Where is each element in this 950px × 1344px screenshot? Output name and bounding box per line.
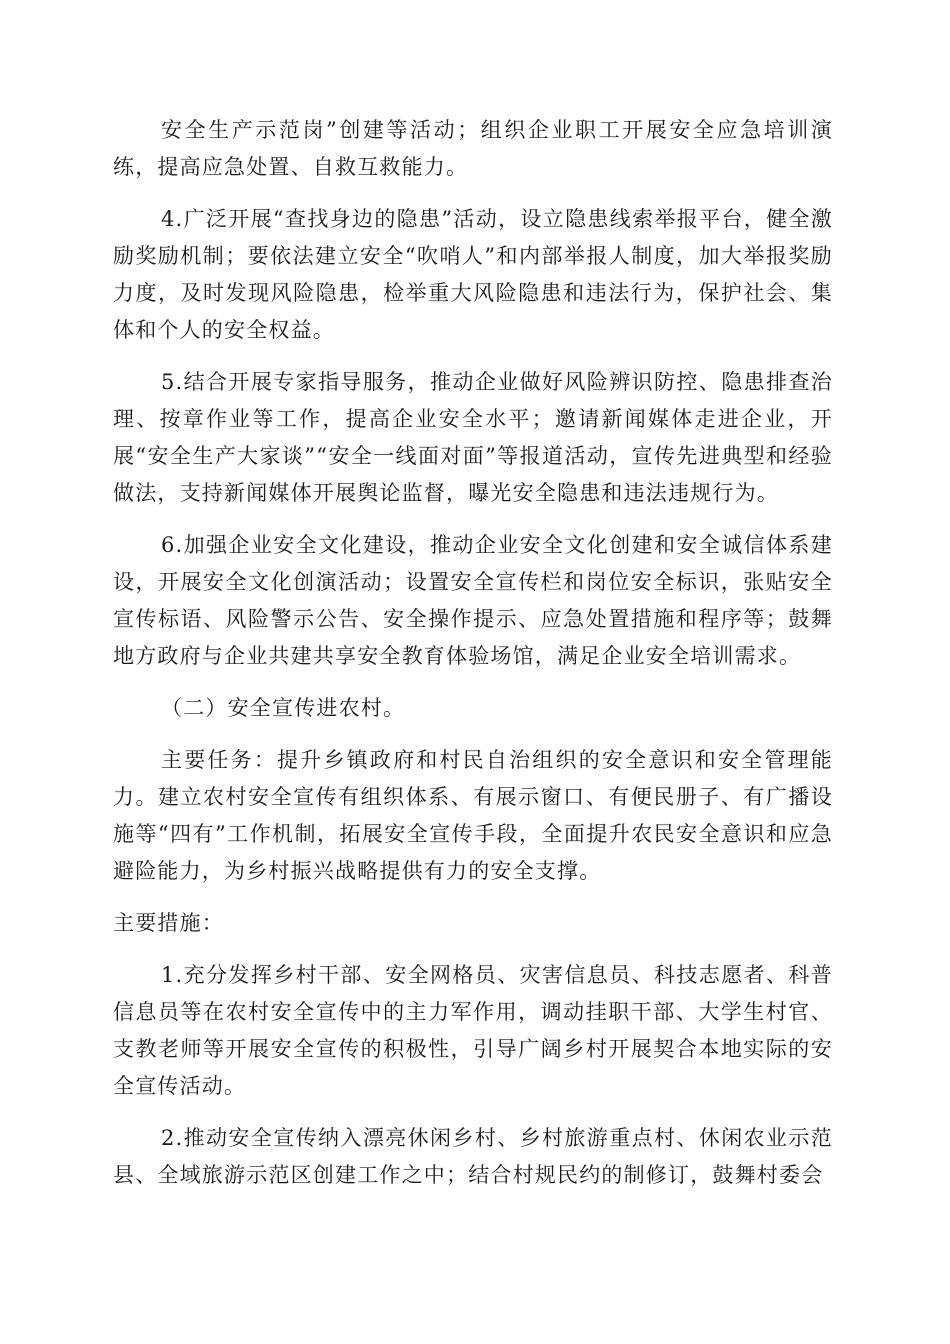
paragraph-measure-1: 1.充分发挥乡村干部、安全网格员、灾害信息员、科技志愿者、科普信息员等在农村安全宣传中的主力军作用，调动挂职干部、大学生村官、支教老师等开展安全宣传的积极性，引导广阔乡村开展契合本地实际的安全宣传活动。 (113, 963, 833, 1098)
paragraph-item-5: 5.结合开展专家指导服务，推动企业做好风险辨识防控、隐患排查治理、按章作业等工作，提高企业安全水平；邀请新闻媒体走进企业，开展“安全生产大家谈”“安全一线面对面”等报道活动，宣传先进典型和经验做法，支持新闻媒体开展舆论监督，曝光安全隐患和违法违规行为。 (113, 370, 833, 505)
section-heading: （二）安全宣传进农村。 (161, 696, 406, 720)
paragraph-continuation: 安全生产示范岗”创建等活动；组织企业职工开展安全应急培训演练，提高应急处置、自救互救能力。 (113, 118, 833, 179)
paragraph-item-4: 4.广泛开展“查找身边的隐患”活动，设立隐患线索举报平台，健全激励奖励机制；要依法建立安全“吹哨人”和内部举报人制度，加大举报奖励力度，及时发现风险隐患，检举重大风险隐患和违法行为，保护社会、集体和个人的安全权益。 (113, 207, 833, 342)
paragraph-item-6: 6.加强企业安全文化建设，推动企业安全文化创建和安全诚信体系建设，开展安全文化创演活动；设置安全宣传栏和岗位安全标识，张贴安全宣传标语、风险警示公告、安全操作提示、应急处置措施和程序等；鼓舞地方政府与企业共建共享安全教育体验场馆，满足企业安全培训需求。 (113, 533, 833, 668)
paragraph-main-measures-label: 主要措施： (113, 911, 224, 935)
paragraph-main-tasks: 主要任务：提升乡镇政府和村民自治组织的安全意识和安全管理能力。建立农村安全宣传有组织体系、有展示窗口、有便民册子、有广播设施等“四有”工作机制，拓展安全宣传手段，全面提升农民安全意识和应急避险能力，为乡村振兴战略提供有力的安全支撑。 (113, 748, 833, 883)
document-body (113, 112, 833, 1209)
paragraph-measure-2: 2.推动安全宣传纳入漂亮休闲乡村、乡村旅游重点村、休闲农业示范县、全域旅游示范区创建工作之中；结合村规民约的制修订，鼓舞村委会 (113, 1126, 833, 1187)
